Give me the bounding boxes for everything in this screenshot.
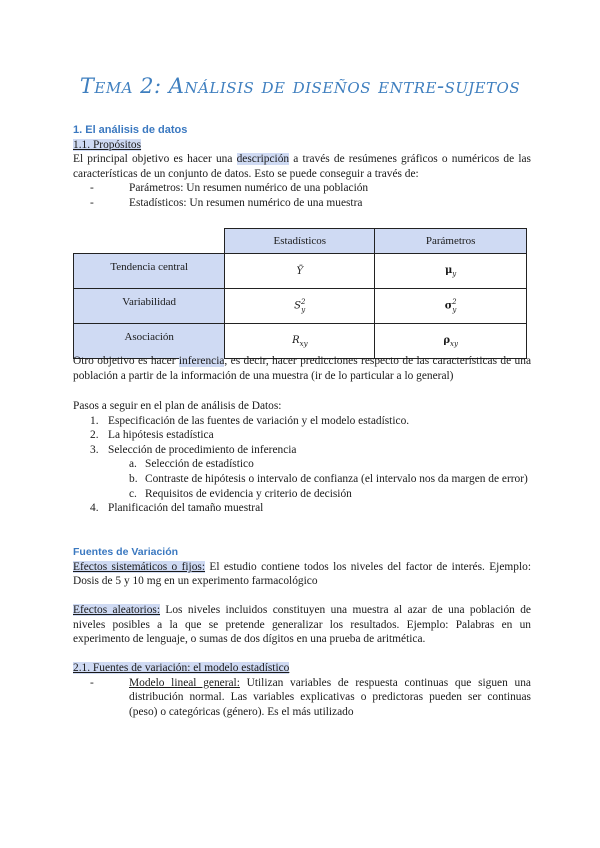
param-symbol: μ xyxy=(444,264,453,276)
steps-intro: Pasos a seguir en el plan de análisis de Datos: xyxy=(73,400,282,412)
stat-subscript: xy xyxy=(299,340,308,349)
substep-letter: b. xyxy=(129,472,138,485)
highlight-fijos: Efectos sistemáticos o fijos: xyxy=(73,560,206,573)
substep-letter: c. xyxy=(129,487,137,500)
subsection-1-1-heading xyxy=(73,138,531,153)
step-item xyxy=(73,428,531,443)
step-item xyxy=(73,414,531,429)
row-label-text: Asociación xyxy=(124,331,174,343)
substep-item xyxy=(73,472,531,487)
param-cell xyxy=(375,254,527,289)
paragraph-aleatorios xyxy=(73,603,531,647)
table-corner xyxy=(74,229,225,254)
step-number: 2. xyxy=(90,429,99,442)
paragraph-fijos xyxy=(73,560,531,589)
substep-text: Selección de estadístico xyxy=(145,458,254,471)
paragraph-text: El principal objetivo es hacer una xyxy=(73,153,237,166)
highlight-aleatorios: Efectos aleatorios: xyxy=(73,604,160,616)
param-scripts xyxy=(452,298,456,314)
param-subscript: xy xyxy=(450,340,458,349)
steps-list xyxy=(73,399,531,516)
substep-text: Requisitos de evidencia y criterio de decisión xyxy=(145,487,352,500)
paragraph-inferencia xyxy=(73,354,531,383)
dash-bullet: - xyxy=(90,676,94,689)
fuentes-section xyxy=(73,545,531,589)
substep-item xyxy=(73,457,531,472)
substep-letter: a. xyxy=(129,458,137,471)
subsection-1-1-heading-text xyxy=(73,139,141,151)
section-2-1-heading xyxy=(73,661,531,676)
param-subscript: y xyxy=(452,306,457,314)
bullet-text: Parámetros: Un resumen numérico de una población xyxy=(129,182,369,195)
dash-bullet: - xyxy=(90,196,94,209)
section-2-1 xyxy=(73,661,531,719)
stat-symbol: S xyxy=(294,300,301,312)
param-cell xyxy=(375,289,527,324)
subsection-label: Propósitos xyxy=(92,138,142,151)
step-number: 4. xyxy=(90,502,99,515)
param-symbol: σ xyxy=(444,300,453,312)
bullet-item xyxy=(73,181,531,196)
step-text: La hipótesis estadística xyxy=(108,429,214,442)
section-1-heading: 1. El análisis de datos xyxy=(73,124,188,136)
subsection-number: 1.1. xyxy=(73,138,91,151)
step-item xyxy=(73,443,531,458)
step-text: Planificación del tamaño muestral xyxy=(108,502,264,515)
table-row xyxy=(74,289,527,324)
paragraph-text: Otro objetivo es hacer xyxy=(73,355,179,367)
bullet-text: Utilizan variables de respuesta continuas que siguen una distribución normal. Las variables explicativas o predictoras pueden ser continuas (peso) o categóricas (género). Es el más utilizado xyxy=(129,676,531,718)
section-2-1-heading-text: 2.1. Fuentes de variación: el modelo estadístico xyxy=(73,662,290,674)
paragraph-description xyxy=(73,152,531,181)
row-label-text: Variabilidad xyxy=(122,296,177,308)
stat-subscript: y xyxy=(301,306,306,314)
paragraph-text: El estudio contiene todos los niveles del factor de interés. Ejemplo: Dosis de 5 y 10 mg en un experimento farmacológico xyxy=(73,560,531,588)
section-1 xyxy=(73,123,531,211)
param-symbol: ρ xyxy=(443,334,450,346)
highlight-inferencia: inferencia xyxy=(178,355,225,367)
paragraph-text: , es decir, hacer predicciones respecto de las características de una población a partir de la información de una muestra (ir de lo particular a lo general) xyxy=(73,355,532,382)
stats-table xyxy=(73,228,527,359)
stat-cell xyxy=(225,254,375,289)
stat-cell xyxy=(225,289,375,324)
stat-symbol: Ȳ xyxy=(296,266,304,277)
paragraph-text: a través de resúmenes gráficos o numéricos de las características de un conjunto de datos. Esto se puede conseguir a través de: xyxy=(73,153,531,180)
stat-scripts xyxy=(301,298,305,314)
stat-symbol: R xyxy=(292,334,300,346)
table-header-row xyxy=(74,229,527,254)
param-subscript: y xyxy=(452,270,457,279)
step-text: Especificación de las fuentes de variación y el modelo estadístico. xyxy=(108,414,410,427)
step-number: 1. xyxy=(90,414,99,427)
table-row xyxy=(74,254,527,289)
stat-superscript: 2 xyxy=(301,298,306,306)
document-title: Tema 2: Análisis de diseños entre-sujetos xyxy=(79,74,521,98)
step-number: 3. xyxy=(90,443,99,456)
bullet-label: Modelo lineal general: xyxy=(129,676,240,689)
bullet-item xyxy=(73,676,531,720)
col-header-parametros: Parámetros xyxy=(375,229,527,254)
bullet-text: Estadísticos: Un resumen numérico de una muestra xyxy=(129,196,363,209)
step-item xyxy=(73,501,531,516)
paragraph-text: Los niveles incluidos constituyen una muestra al azar de una población de niveles posibles a la que se pretende generalizar los resultados. Ejemplo: Palabras en un experimento de lenguaje, o sumas de dos dígitos en una prueba de aritmética. xyxy=(73,604,531,646)
dash-bullet: - xyxy=(90,182,94,195)
substep-item xyxy=(73,487,531,502)
row-label xyxy=(74,289,225,324)
fuentes-heading: Fuentes de Variación xyxy=(73,546,179,558)
step-text: Selección de procedimiento de inferencia xyxy=(108,443,297,456)
col-header-estadisticos: Estadísticos xyxy=(225,229,375,254)
param-superscript: 2 xyxy=(452,298,457,306)
row-label-text: Tendencia central xyxy=(110,261,189,273)
highlight-descripcion: descripción xyxy=(236,153,290,166)
substep-text: Contraste de hipótesis o intervalo de confianza (el intervalo nos da margen de error) xyxy=(145,472,528,485)
bullet-item xyxy=(73,196,531,211)
row-label xyxy=(74,254,225,289)
